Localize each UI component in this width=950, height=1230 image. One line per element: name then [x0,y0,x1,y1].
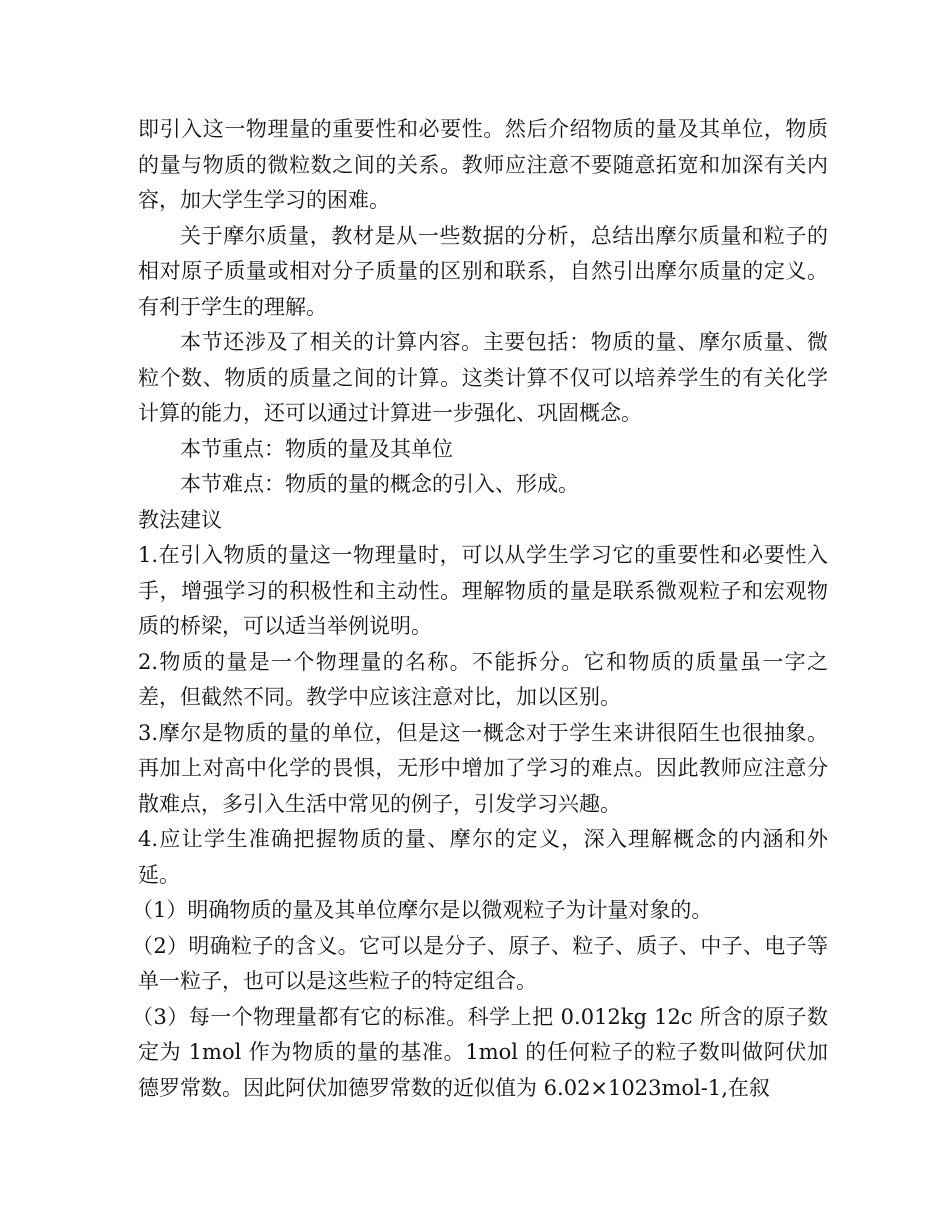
section-heading-teaching-suggestions: 教法建议 [138,507,222,532]
suggestion-item-3: 3.摩尔是物质的量的单位，但是这一概念对于学生来讲很陌生也很抽象。再加上对高中化学的畏惧，无形中增加了学习的难点。因此教师应注意分散难点，多引入生活中常见的例子，引发学习兴趣。 [138,720,828,816]
suggestion-item-1: 1.在引入物质的量这一物理量时，可以从学生学习它的重要性和必要性入手，增强学习的积极性和主动性。理解物质的量是联系微观粒子和宏观物质的桥梁，可以适当举例说明。 [138,543,828,638]
paragraph-intro-continuation: 即引入这一物理量的重要性和必要性。然后介绍物质的量及其单位，物质的量与物质的微粒数之间的关系。教师应注意不要随意拓宽和加深有关内容，加大学生学习的困难。 [138,117,828,212]
paragraph-key-point: 本节重点：物质的量及其单位 [180,436,453,461]
sub-item-1: （1）明确物质的量及其单位摩尔是以微观粒子为计量对象的。 [132,898,713,922]
suggestion-item-2: 2.物质的量是一个物理量的名称。不能拆分。它和物质的质量虽一字之差，但截然不同。教学中应该注意对比，加以区别。 [138,649,828,709]
document-body [132,112,828,1106]
paragraph-molar-mass: 关于摩尔质量，教材是从一些数据的分析，总结出摩尔质量和粒子的相对原子质量或相对分子质量的区别和联系，自然引出摩尔质量的定义。有利于学生的理解。 [138,223,828,319]
sub-item-2: （2）明确粒子的含义。它可以是分子、原子、粒子、质子、中子、电子等单一粒子，也可以是这些粒子的特定组合。 [132,933,828,993]
sub-item-3: （3）每一个物理量都有它的标准。科学上把 0.012kg 12c 所含的原子数定为 1mol 作为物质的量的基准。1mol 的任何粒子的粒子数叫做阿伏加德罗常数。因此阿伏加德罗常数的近似值为 6.02×1023mol-1,在叙 [132,1004,828,1100]
paragraph-calculation: 本节还涉及了相关的计算内容。主要包括：物质的量、摩尔质量、微粒个数、物质的质量之间的计算。这类计算不仅可以培养学生的有关化学计算的能力，还可以通过计算进一步强化、巩固概念。 [138,330,828,425]
suggestion-item-4: 4.应让学生准确把握物质的量、摩尔的定义，深入理解概念的内涵和外延。 [138,827,828,887]
paragraph-difficult-point: 本节难点：物质的量的概念的引入、形成。 [180,472,579,496]
